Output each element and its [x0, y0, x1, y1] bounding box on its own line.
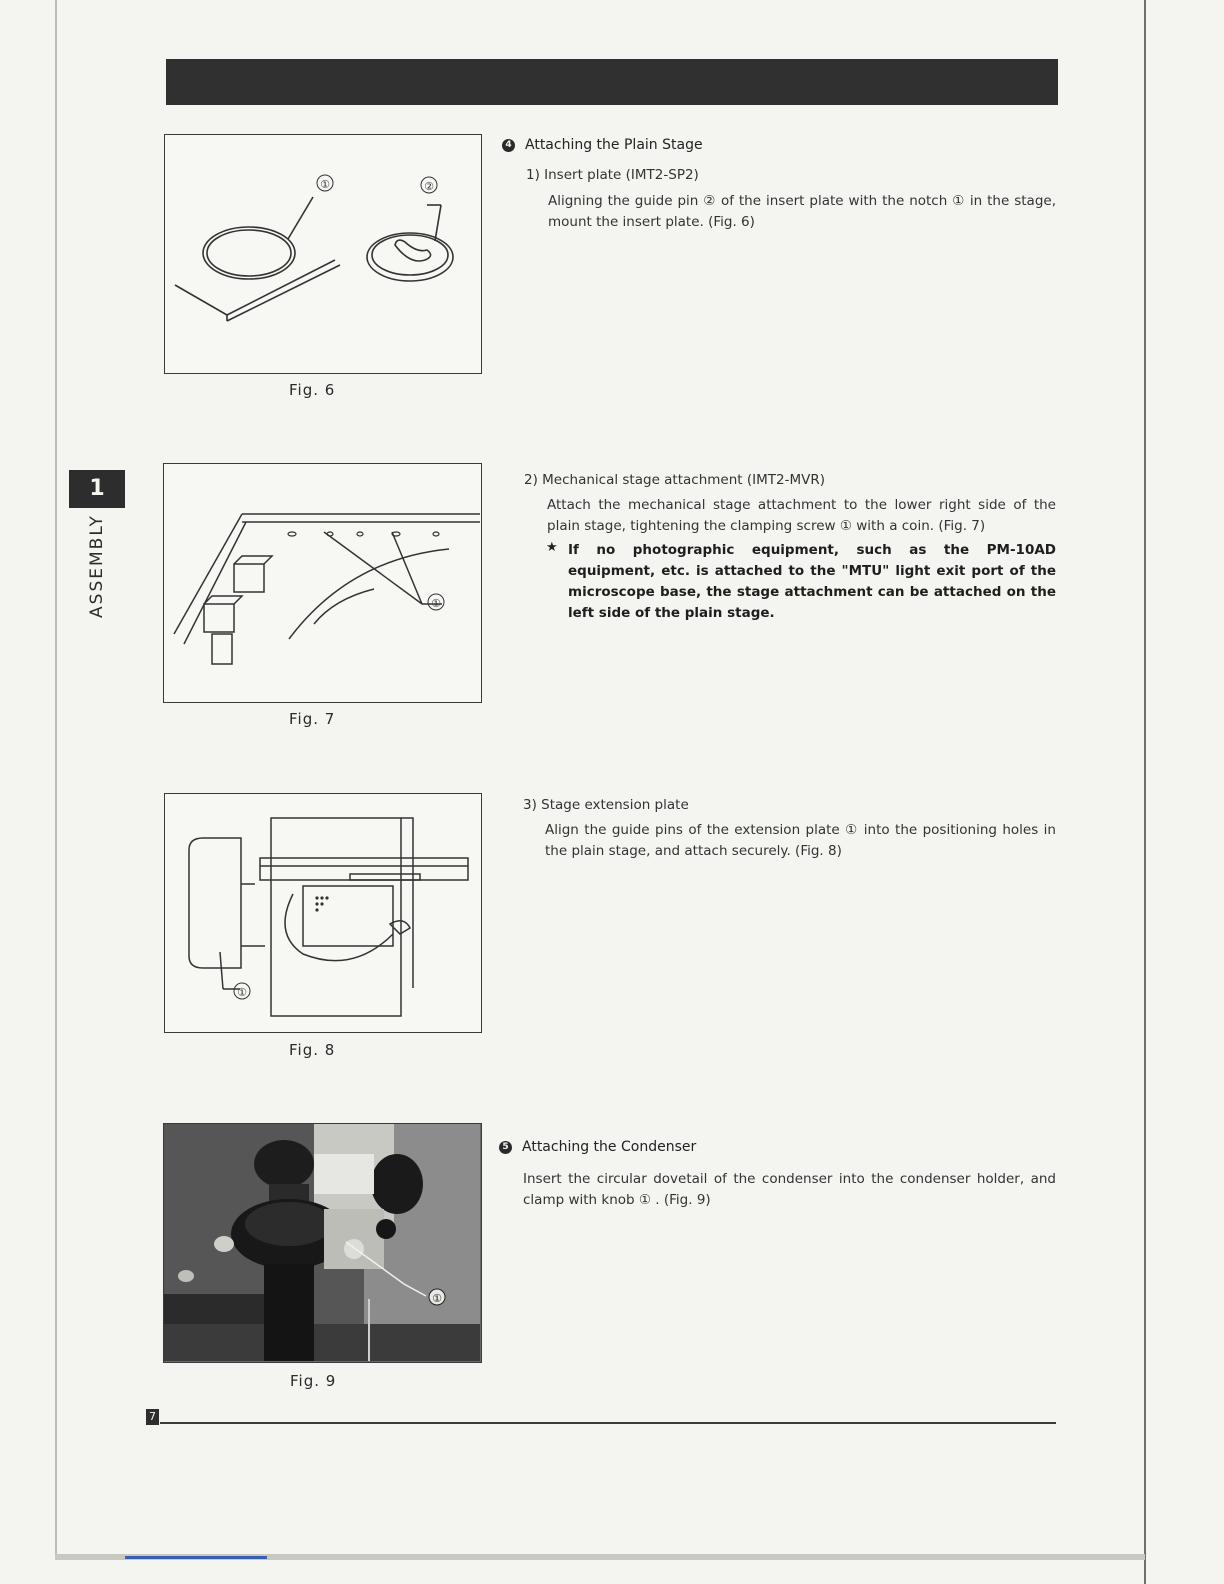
- figure-8: [164, 793, 482, 1033]
- chapter-label: ASSEMBLY: [87, 514, 107, 618]
- callout-1: ①: [432, 1292, 442, 1305]
- figure-8-caption: Fig. 8: [289, 1041, 336, 1059]
- callout-2: ②: [424, 180, 434, 193]
- figure-9-caption: Fig. 9: [290, 1372, 337, 1390]
- figure-7-drawing: [164, 464, 480, 701]
- figure-6-drawing: [165, 135, 480, 372]
- figure-9-drawing: [164, 1124, 480, 1361]
- figure-7-caption: Fig. 7: [289, 710, 336, 728]
- callout-1: ①: [237, 986, 247, 999]
- figure-6-caption: Fig. 6: [289, 381, 336, 399]
- callout-1: ①: [320, 178, 330, 191]
- chapter-number: 1: [89, 476, 105, 501]
- section-5-text: Insert the circular dovetail of the condenser into the condenser holder, and clamp with knob ① . (Fig. 9): [523, 1171, 1056, 1208]
- section-4-bullet: 4: [502, 139, 515, 152]
- header-bar: [166, 59, 1058, 105]
- figure-6: [164, 134, 482, 374]
- scrollbar-mark: [125, 1556, 267, 1559]
- figure-7: [163, 463, 482, 703]
- section-4-title: Attaching the Plain Stage: [525, 137, 703, 153]
- item-1-title: 1) Insert plate (IMT2-SP2): [526, 167, 699, 183]
- page-right-edge: [1144, 0, 1146, 1584]
- section-5-heading: [499, 1139, 696, 1155]
- item-3-text: Align the guide pins of the extension plate ① into the positioning holes in the plain stage, and attach securely. (Fig. 8): [545, 822, 1056, 859]
- section-5-bullet: 5: [499, 1141, 512, 1154]
- page-number: 7: [146, 1409, 159, 1425]
- note-star: ★: [546, 540, 558, 555]
- page-left-edge: [55, 0, 57, 1556]
- section-5-title: Attaching the Condenser: [522, 1139, 697, 1155]
- footer-rule: [160, 1422, 1056, 1424]
- item-2-text: Attach the mechanical stage attachment to the lower right side of the plain stage, tightening the clamping screw ① with a coin. (Fig. 7): [547, 497, 1056, 534]
- item-2-note: If no photographic equipment, such as the PM-10AD equipment, etc. is attached to the "MTU" light exit port of the microscope base, the stage attachment can be attached on the left side of the plain stage.: [568, 542, 1056, 621]
- item-1-text: Aligning the guide pin ② of the insert plate with the notch ① in the stage, mount the insert plate. (Fig. 6): [548, 193, 1056, 230]
- item-3-title: 3) Stage extension plate: [523, 797, 689, 813]
- chapter-tab: [69, 470, 125, 510]
- callout-1: ①: [431, 597, 441, 610]
- figure-9-photo: [163, 1123, 482, 1363]
- item-2-title: 2) Mechanical stage attachment (IMT2-MVR): [524, 472, 826, 488]
- section-4-heading: [502, 137, 703, 153]
- figure-8-drawing: [165, 794, 480, 1031]
